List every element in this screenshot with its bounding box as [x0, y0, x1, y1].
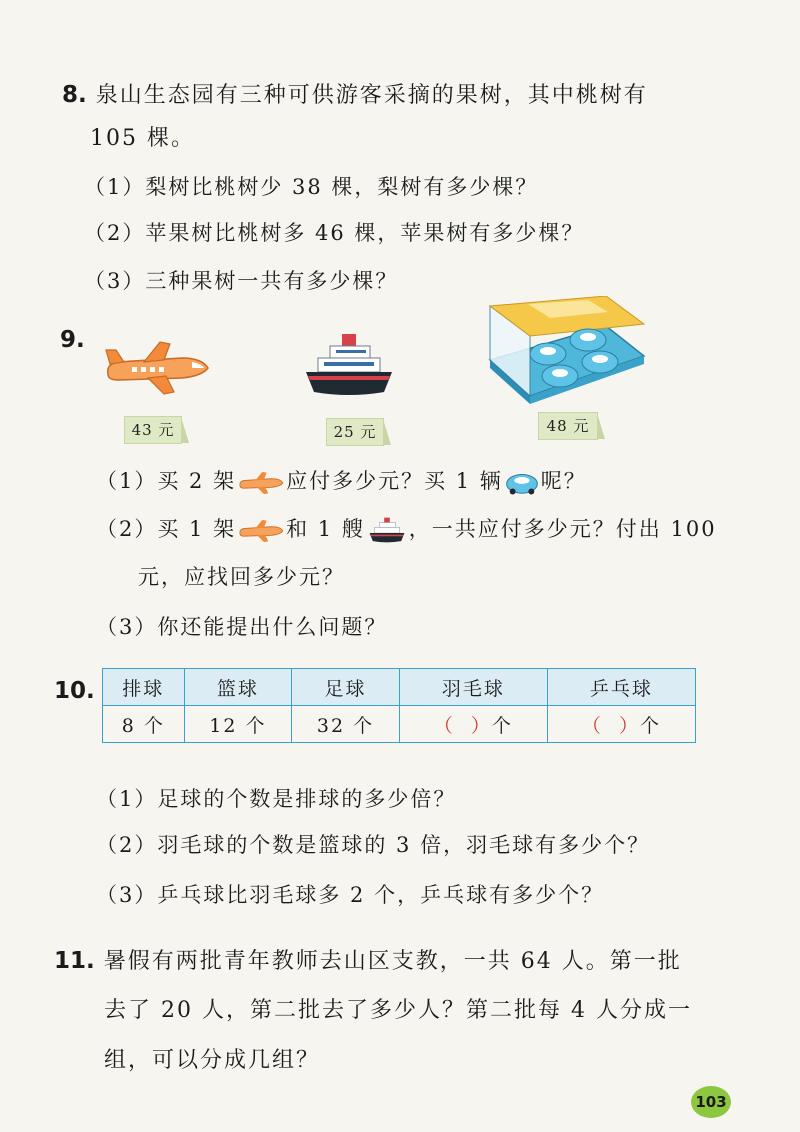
ship-icon: [304, 330, 394, 404]
header-pingpong: 乒乓球: [547, 669, 695, 706]
price-tag-ship: 25 元: [326, 418, 384, 446]
blank-close: ）: [470, 714, 492, 737]
unit: 个: [639, 714, 661, 737]
ball-count-table: [102, 668, 696, 743]
cell-football: 32 个: [292, 706, 400, 743]
q8-number: 8.: [62, 82, 87, 108]
q8-sub2: （2）苹果树比桃树多 46 棵，苹果树有多少棵？: [84, 221, 585, 245]
q11-text-line1: 暑假有两批青年教师去山区支教，一共 64 人。第一批: [103, 949, 682, 974]
q9-sub1-part1: （1）买 2 架: [96, 469, 237, 493]
q11-line1: [54, 946, 682, 977]
q9-number: 9.: [60, 327, 85, 353]
ship-icon: [367, 516, 407, 546]
q9-sub1: [96, 466, 587, 496]
header-badminton: 羽毛球: [399, 669, 547, 706]
cell-volleyball: 8 个: [103, 706, 185, 743]
q11-text-line2: 去了 20 人，第二批去了多少人？第二批每 4 人分成一: [104, 998, 692, 1023]
q8-line1: [62, 80, 648, 111]
q10-line: [54, 676, 95, 707]
q9-sub3: （3）你还能提出什么问题？: [96, 615, 388, 639]
table-row: [103, 706, 696, 743]
airplane-icon: [238, 519, 284, 543]
header-football: 足球: [292, 669, 400, 706]
q9-line: [60, 325, 85, 356]
q9-sub2-part3: ，一共应付多少元？付出 100: [408, 517, 717, 541]
toy-car-box-icon: [488, 296, 648, 404]
blank-open: （: [581, 714, 603, 737]
airplane-icon: [104, 340, 210, 396]
page-number-badge: 103: [691, 1086, 731, 1118]
q9-sub1-part3: 呢？: [540, 469, 587, 493]
q9-sub2: [96, 514, 717, 546]
q8-text-line1: 泉山生态园有三种可供游客采摘的果树，其中桃树有: [95, 83, 648, 108]
q10-sub3: （3）乒乓球比羽毛球多 2 个，乒乓球有多少个？: [96, 883, 605, 907]
blank-close: ）: [618, 714, 640, 737]
cell-basketball: 12 个: [184, 706, 292, 743]
cell-pingpong: [547, 706, 695, 743]
header-basketball: 篮球: [184, 669, 292, 706]
q8-sub1: （1）梨树比桃树少 38 棵，梨树有多少棵？: [84, 175, 539, 199]
price-tag-airplane: 43 元: [124, 416, 182, 444]
q9-sub2-part1: （2）买 1 架: [96, 517, 237, 541]
cell-badminton: [399, 706, 547, 743]
q9-sub1-part2: 应付多少元？买 1 辆: [286, 469, 503, 493]
toy-car-icon: [505, 470, 539, 496]
q10-number: 10.: [54, 678, 95, 704]
airplane-icon: [238, 471, 284, 495]
q8-sub3: （3）三种果树一共有多少棵？: [84, 269, 399, 293]
table-header-row: [103, 669, 696, 706]
q11-text-line3: 组，可以分成几组？: [104, 1048, 321, 1073]
q10-sub2: （2）羽毛球的个数是篮球的 3 倍，羽毛球有多少个？: [96, 833, 651, 857]
unit: 个: [491, 714, 513, 737]
q9-sub2-part2: 和 1 艘: [286, 517, 365, 541]
blank-open: （: [433, 714, 455, 737]
q10-sub1: （1）足球的个数是排球的多少倍？: [96, 787, 457, 811]
q8-text-line2: 105 棵。: [90, 126, 195, 151]
price-tag-car: 48 元: [538, 412, 598, 440]
header-volleyball: 排球: [103, 669, 185, 706]
q9-sub2-line2: 元，应找回多少元？: [138, 565, 345, 589]
q11-number: 11.: [54, 948, 95, 974]
